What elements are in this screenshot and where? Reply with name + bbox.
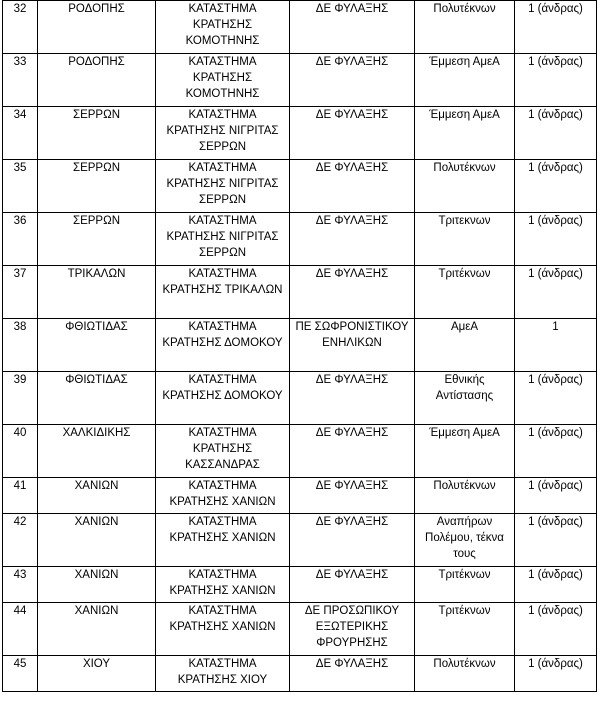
positions-cell: 1 (άνδρας) [515,478,597,514]
category-cell: ΔΕ ΦΥΛΑΞΗΣ [290,1,415,54]
type-cell: Τριτέκνων [415,567,515,603]
type-cell: Τριτέκνων [415,603,515,656]
category-cell: ΔΕ ΠΡΟΣΩΠΙΚΟΥ ΕΞΩΤΕΡΙΚΗΣ ΦΡΟΥΡΗΣΗΣ [290,603,415,656]
type-cell: Εθνικής Αντίστασης [415,372,515,425]
category-cell: ΔΕ ΦΥΛΑΞΗΣ [290,478,415,514]
positions-cell: 1 (άνδρας) [515,603,597,656]
type-cell: Έμμεση ΑμεΑ [415,425,515,478]
row-number: 43 [3,567,38,603]
table-row [3,107,597,160]
category-cell: ΔΕ ΦΥΛΑΞΗΣ [290,425,415,478]
table-row [3,567,597,603]
store-cell: ΚΑΤΑΣΤΗΜΑ ΚΡΑΤΗΣΗΣ ΚΟΜΟΤΗΝΗΣ [156,54,290,107]
category-cell: ΔΕ ΦΥΛΑΞΗΣ [290,213,415,266]
table-row [3,372,597,425]
row-number: 41 [3,478,38,514]
positions-cell: 1 (άνδρας) [515,107,597,160]
row-number: 34 [3,107,38,160]
positions-cell: 1 (άνδρας) [515,54,597,107]
positions-cell: 1 (άνδρας) [515,1,597,54]
positions-cell: 1 (άνδρας) [515,656,597,692]
positions-cell: 1 (άνδρας) [515,567,597,603]
positions-cell: 1 (άνδρας) [515,372,597,425]
row-number: 42 [3,514,38,567]
positions-cell: 1 (άνδρας) [515,266,597,319]
table-row [3,603,597,656]
type-cell: Πολυτέκνων [415,160,515,213]
positions-cell: 1 (άνδρας) [515,213,597,266]
type-cell: ΑμεΑ [415,319,515,372]
table-row [3,425,597,478]
category-cell: ΔΕ ΦΥΛΑΞΗΣ [290,514,415,567]
category-cell: ΔΕ ΦΥΛΑΞΗΣ [290,54,415,107]
prefecture-cell: ΡΟΔΟΠΗΣ [38,1,156,54]
table-row [3,266,597,319]
positions-cell: 1 [515,319,597,372]
positions-cell: 1 (άνδρας) [515,425,597,478]
category-cell: ΔΕ ΦΥΛΑΞΗΣ [290,656,415,692]
type-cell: Έμμεση ΑμεΑ [415,107,515,160]
row-number: 44 [3,603,38,656]
row-number: 33 [3,54,38,107]
store-cell: ΚΑΤΑΣΤΗΜΑ ΚΡΑΤΗΣΗΣ ΧΑΝΙΩΝ [156,514,290,567]
category-cell: ΔΕ ΦΥΛΑΞΗΣ [290,567,415,603]
table-row [3,514,597,567]
prefecture-cell: ΣΕΡΡΩΝ [38,160,156,213]
prefecture-cell: ΧΑΝΙΩΝ [38,603,156,656]
row-number: 32 [3,1,38,54]
type-cell: Έμμεση ΑμεΑ [415,54,515,107]
table-row [3,1,597,54]
store-cell: ΚΑΤΑΣΤΗΜΑ ΚΡΑΤΗΣΗΣ ΧΑΝΙΩΝ [156,567,290,603]
table-row [3,656,597,692]
row-number: 45 [3,656,38,692]
type-cell: Τριτέκνων [415,266,515,319]
store-cell: ΚΑΤΑΣΤΗΜΑ ΚΡΑΤΗΣΗΣ ΝΙΓΡΙΤΑΣ ΣΕΡΡΩΝ [156,213,290,266]
store-cell: ΚΑΤΑΣΤΗΜΑ ΚΡΑΤΗΣΗΣ ΔΟΜΟΚΟΥ [156,372,290,425]
row-number: 38 [3,319,38,372]
prefecture-cell: ΣΕΡΡΩΝ [38,213,156,266]
store-cell: ΚΑΤΑΣΤΗΜΑ ΚΡΑΤΗΣΗΣ ΚΟΜΟΤΗΝΗΣ [156,1,290,54]
store-cell: ΚΑΤΑΣΤΗΜΑ ΚΡΑΤΗΣΗΣ ΤΡΙΚΑΛΩΝ [156,266,290,319]
store-cell: ΚΑΤΑΣΤΗΜΑ ΚΡΑΤΗΣΗΣ ΔΟΜΟΚΟΥ [156,319,290,372]
row-number: 39 [3,372,38,425]
table-row [3,213,597,266]
store-cell: ΚΑΤΑΣΤΗΜΑ ΚΡΑΤΗΣΗΣ ΧΑΝΙΩΝ [156,603,290,656]
type-cell: Αναπήρων Πολέμου, τέκνα τους [415,514,515,567]
prefecture-cell: ΧΑΝΙΩΝ [38,567,156,603]
store-cell: ΚΑΤΑΣΤΗΜΑ ΚΡΑΤΗΣΗΣ ΚΑΣΣΑΝΔΡΑΣ [156,425,290,478]
store-cell: ΚΑΤΑΣΤΗΜΑ ΚΡΑΤΗΣΗΣ ΝΙΓΡΙΤΑΣ ΣΕΡΡΩΝ [156,160,290,213]
row-number: 40 [3,425,38,478]
prefecture-cell: ΧΙΟΥ [38,656,156,692]
type-cell: Τριτεκνων [415,213,515,266]
store-cell: ΚΑΤΑΣΤΗΜΑ ΚΡΑΤΗΣΗΣ ΧΑΝΙΩΝ [156,478,290,514]
store-cell: ΚΑΤΑΣΤΗΜΑ ΚΡΑΤΗΣΗΣ ΧΙΟΥ [156,656,290,692]
category-cell: ΔΕ ΦΥΛΑΞΗΣ [290,160,415,213]
prefecture-cell: ΦΘΙΩΤΙΔΑΣ [38,372,156,425]
type-cell: Πολυτέκνων [415,656,515,692]
positions-table [2,0,597,692]
category-cell: ΔΕ ΦΥΛΑΞΗΣ [290,372,415,425]
prefecture-cell: ΤΡΙΚΑΛΩΝ [38,266,156,319]
table-row [3,319,597,372]
category-cell: ΔΕ ΦΥΛΑΞΗΣ [290,107,415,160]
type-cell: Πολυτέκνων [415,1,515,54]
prefecture-cell: ΧΑΛΚΙΔΙΚΗΣ [38,425,156,478]
category-cell: ΠΕ ΣΩΦΡΟΝΙΣΤΙΚΟΥ ΕΝΗΛΙΚΩΝ [290,319,415,372]
row-number: 36 [3,213,38,266]
table-row [3,54,597,107]
prefecture-cell: ΡΟΔΟΠΗΣ [38,54,156,107]
table-row [3,478,597,514]
table-row [3,160,597,213]
prefecture-cell: ΦΘΙΩΤΙΔΑΣ [38,319,156,372]
positions-cell: 1 (άνδρας) [515,160,597,213]
prefecture-cell: ΧΑΝΙΩΝ [38,478,156,514]
prefecture-cell: ΧΑΝΙΩΝ [38,514,156,567]
row-number: 35 [3,160,38,213]
category-cell: ΔΕ ΦΥΛΑΞΗΣ [290,266,415,319]
prefecture-cell: ΣΕΡΡΩΝ [38,107,156,160]
row-number: 37 [3,266,38,319]
type-cell: Πολυτέκνων [415,478,515,514]
positions-cell: 1 (άνδρας) [515,514,597,567]
store-cell: ΚΑΤΑΣΤΗΜΑ ΚΡΑΤΗΣΗΣ ΝΙΓΡΙΤΑΣ ΣΕΡΡΩΝ [156,107,290,160]
